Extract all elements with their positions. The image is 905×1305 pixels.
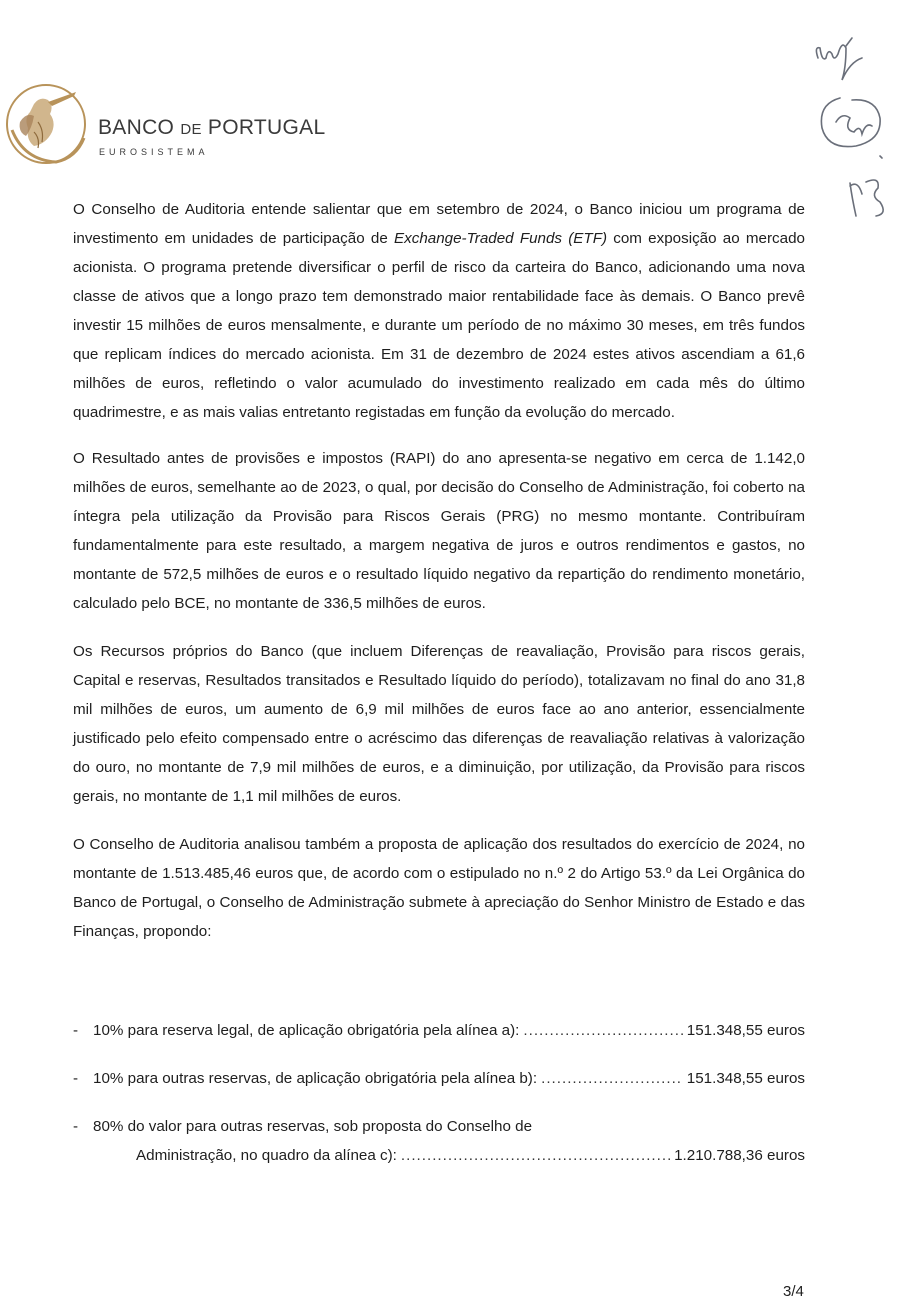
document-body [73,195,805,965]
allocation-item-value: 151.348,55 euros [686,1022,805,1039]
leader-dots [401,1144,670,1168]
allocation-item-label: 10% para outras reservas, de aplicação obrigatória pela alínea b): [93,1070,538,1087]
leader-dots [523,1019,682,1043]
allocation-item-label: 80% do valor para outras reservas, sob proposta do Conselho de [93,1118,533,1135]
paragraph-rapi: O Resultado antes de provisões e impostos (RAPI) do ano apresenta-se negativo em cerca de 1.142,0 milhões de euros, semelhante ao de 2023, o qual, por decisão do Conselho de Administração, foi coberto na íntegra pela utilização da Provisão para Riscos Gerais (PRG) no mesmo montante. Contribuíram fundamentalmente para este resultado, a margem negativa de juros e outros rendimentos e gastos, no montante de 572,5 milhões de euros e o resultado líquido negativo da repartição do rendimento monetário, calculado pelo BCE, no montante de 336,5 milhões de euros. [73,450,805,612]
list-item [73,1115,805,1168]
bank-name: BANCO DE PORTUGAL [98,116,326,139]
leader-dots [541,1067,683,1091]
banco-de-portugal-emblem-icon [4,82,88,166]
paragraph-etf-program: O Conselho de Auditoria entende salientar que em setembro de 2024, o Banco iniciou um programa de investimento em unidades de participação de Exchange-Traded Funds (ETF) com exposição ao mercado acionista. O programa pretende diversificar o perfil de risco da carteira do Banco, adicionando uma nova classe de ativos que a longo prazo tem demonstrado maior rentabilidade face às demais. O Banco prevê investir 15 milhões de euros mensalmente, e durante um período de no máximo 30 meses, em três fundos que replicam índices do mercado acionista. Em 31 de dezembro de 2024 estes ativos ascendiam a 61,6 milhões de euros, refletindo o valor acumulado do investimento realizado em cada mês do último quadrimestre, e as mais valias entretanto registadas em função da evolução do mercado. [73,201,805,421]
handwritten-initials-signature [800,18,905,233]
list-item [73,1019,805,1043]
list-dash: - [73,1118,79,1135]
allocation-item-label: 10% para reserva legal, de aplicação obrigatória pela alínea a): [93,1022,520,1039]
allocation-list [73,1019,805,1168]
allocation-item-label-continued: Administração, no quadro da alínea c): [136,1147,397,1164]
list-dash: - [73,1070,79,1087]
allocation-item-value: 151.348,55 euros [686,1070,805,1087]
paragraph-results-proposal: O Conselho de Auditoria analisou também a proposta de aplicação dos resultados do exercício de 2024, no montante de 1.513.485,46 euros que, de acordo com o estipulado no n.º 2 do Artigo 53.º da Lei Orgânica do Banco de Portugal, o Conselho de Administração submete à apreciação do Senhor Ministro de Estado e das Finanças, propondo: [73,836,805,940]
list-dash: - [73,1022,79,1039]
list-item [73,1067,805,1091]
bank-subtitle: EUROSISTEMA [99,147,209,157]
allocation-item-value: 1.210.788,36 euros [674,1147,805,1164]
paragraph-own-resources: Os Recursos próprios do Banco (que incluem Diferenças de reavaliação, Provisão para riscos gerais, Capital e reservas, Resultados transitados e Resultado líquido do período), totalizavam no final do ano 31,8 mil milhões de euros, um aumento de 6,9 mil milhões de euros face ao ano anterior, essencialmente justificado pelo efeito compensado entre o acréscimo das diferenças de reavaliação relativas à valorização do ouro, no montante de 7,9 mil milhões de euros, e a diminuição, por utilização, da Provisão para riscos gerais, no montante de 1,1 mil milhões de euros. [73,643,805,805]
page-number: 3/4 [783,1283,804,1300]
